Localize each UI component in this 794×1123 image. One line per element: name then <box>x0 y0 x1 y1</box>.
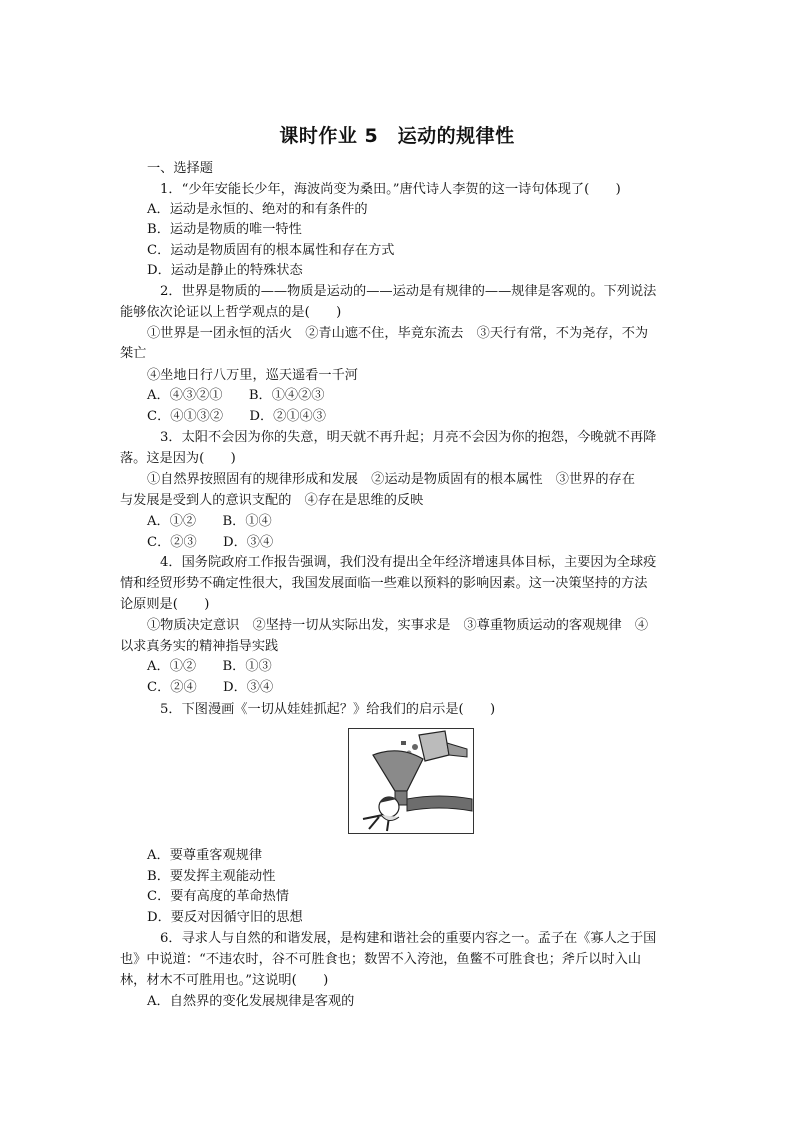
q1-option-c: C．运动是物质固有的根本属性和存在方式 <box>147 243 395 258</box>
q1-option-b: B．运动是物质的唯一特性 <box>147 222 302 237</box>
question-2-stem-cont: 能够依次论证以上哲学观点的是( ) <box>120 305 342 320</box>
cartoon-illustration <box>349 729 473 833</box>
question-3-stem-cont: 落。这是因为( ) <box>120 451 236 466</box>
q4-statements: ①物质决定意识 ②坚持一切从实际出发，实事求是 ③尊重物质运动的客观规律 ④ <box>147 618 649 633</box>
q5-option-d: D．要反对因循守旧的思想 <box>147 910 303 925</box>
question-1-stem: 1．“少年安能长少年，海波尚变为桑田。”唐代诗人李贺的这一诗句体现了( ) <box>160 182 621 197</box>
q3-statements-cont: 与发展是受到人的意识支配的 ④存在是思维的反映 <box>120 493 424 508</box>
q4-options-cd: C．②④ D．③④ <box>147 680 274 695</box>
q4-statements-cont: 以求真务实的精神指导实践 <box>120 639 279 654</box>
q4-options-ab: A．①② B．①③ <box>147 659 272 674</box>
q2-statements: ①世界是一团永恒的活火 ②青山遮不住，毕竟东流去 ③天行有常，不为尧存，不为 <box>147 326 649 341</box>
question-4-stem-cont-2: 论原则是( ) <box>120 597 210 612</box>
question-6-stem: 6．寻求人与自然的和谐发展，是构建和谐社会的重要内容之一。孟子在《寡人之于国 <box>160 931 657 946</box>
q1-option-a: A．运动是永恒的、绝对的和有条件的 <box>147 202 368 217</box>
q2-options-cd: C．④①③② D．②①④③ <box>147 409 326 424</box>
section-heading: 一、选择题 <box>147 161 213 176</box>
q5-option-a: A．要尊重客观规律 <box>147 848 263 863</box>
question-6-stem-cont: 也》中说道：“不违农时，谷不可胜食也；数罟不入洿池，鱼鳖不可胜食也；斧斤以时入山 <box>120 952 642 967</box>
page-title: 课时作业 5 运动的规律性 <box>279 125 515 147</box>
question-3-stem: 3．太阳不会因为你的失意，明天就不再升起；月亮不会因为你的抱怨，今晚就不再降 <box>160 430 657 445</box>
q5-option-b: B．要发挥主观能动性 <box>147 869 276 884</box>
question-4-stem: 4．国务院政府工作报告强调，我们没有提出全年经济增速具体目标，主要因为全球疫 <box>160 555 657 570</box>
q6-option-a: A．自然界的变化发展规律是客观的 <box>147 994 355 1009</box>
q3-options-ab: A．①② B．①④ <box>147 514 272 529</box>
q2-options-ab: A．④③②① B．①④②③ <box>147 388 325 403</box>
question-4-stem-cont: 情和经贸形势不确定性很大，我国发展面临一些难以预料的影响因素。这一决策坚持的方法 <box>120 576 648 591</box>
cartoon-image <box>348 728 474 834</box>
q5-option-c: C．要有高度的革命热情 <box>147 889 289 904</box>
q3-statements: ①自然界按照固有的规律形成和发展 ②运动是物质固有的根本属性 ③世界的存在 <box>147 472 635 487</box>
q1-option-d: D．运动是静止的特殊状态 <box>147 263 303 278</box>
q2-statements-cont: 桀亡 <box>120 346 147 361</box>
question-2-stem: 2．世界是物质的——物质是运动的——运动是有规律的——规律是客观的。下列说法 <box>160 284 657 299</box>
q2-statement-4: ④坐地日行八万里，巡天遥看一千河 <box>147 368 358 383</box>
question-6-stem-cont-2: 林，材木不可胜用也。”这说明( ) <box>120 973 329 988</box>
q3-options-cd: C．②③ D．③④ <box>147 535 274 550</box>
question-5-stem: 5．下图漫画《一切从娃娃抓起？》给我们的启示是( ) <box>160 702 496 717</box>
